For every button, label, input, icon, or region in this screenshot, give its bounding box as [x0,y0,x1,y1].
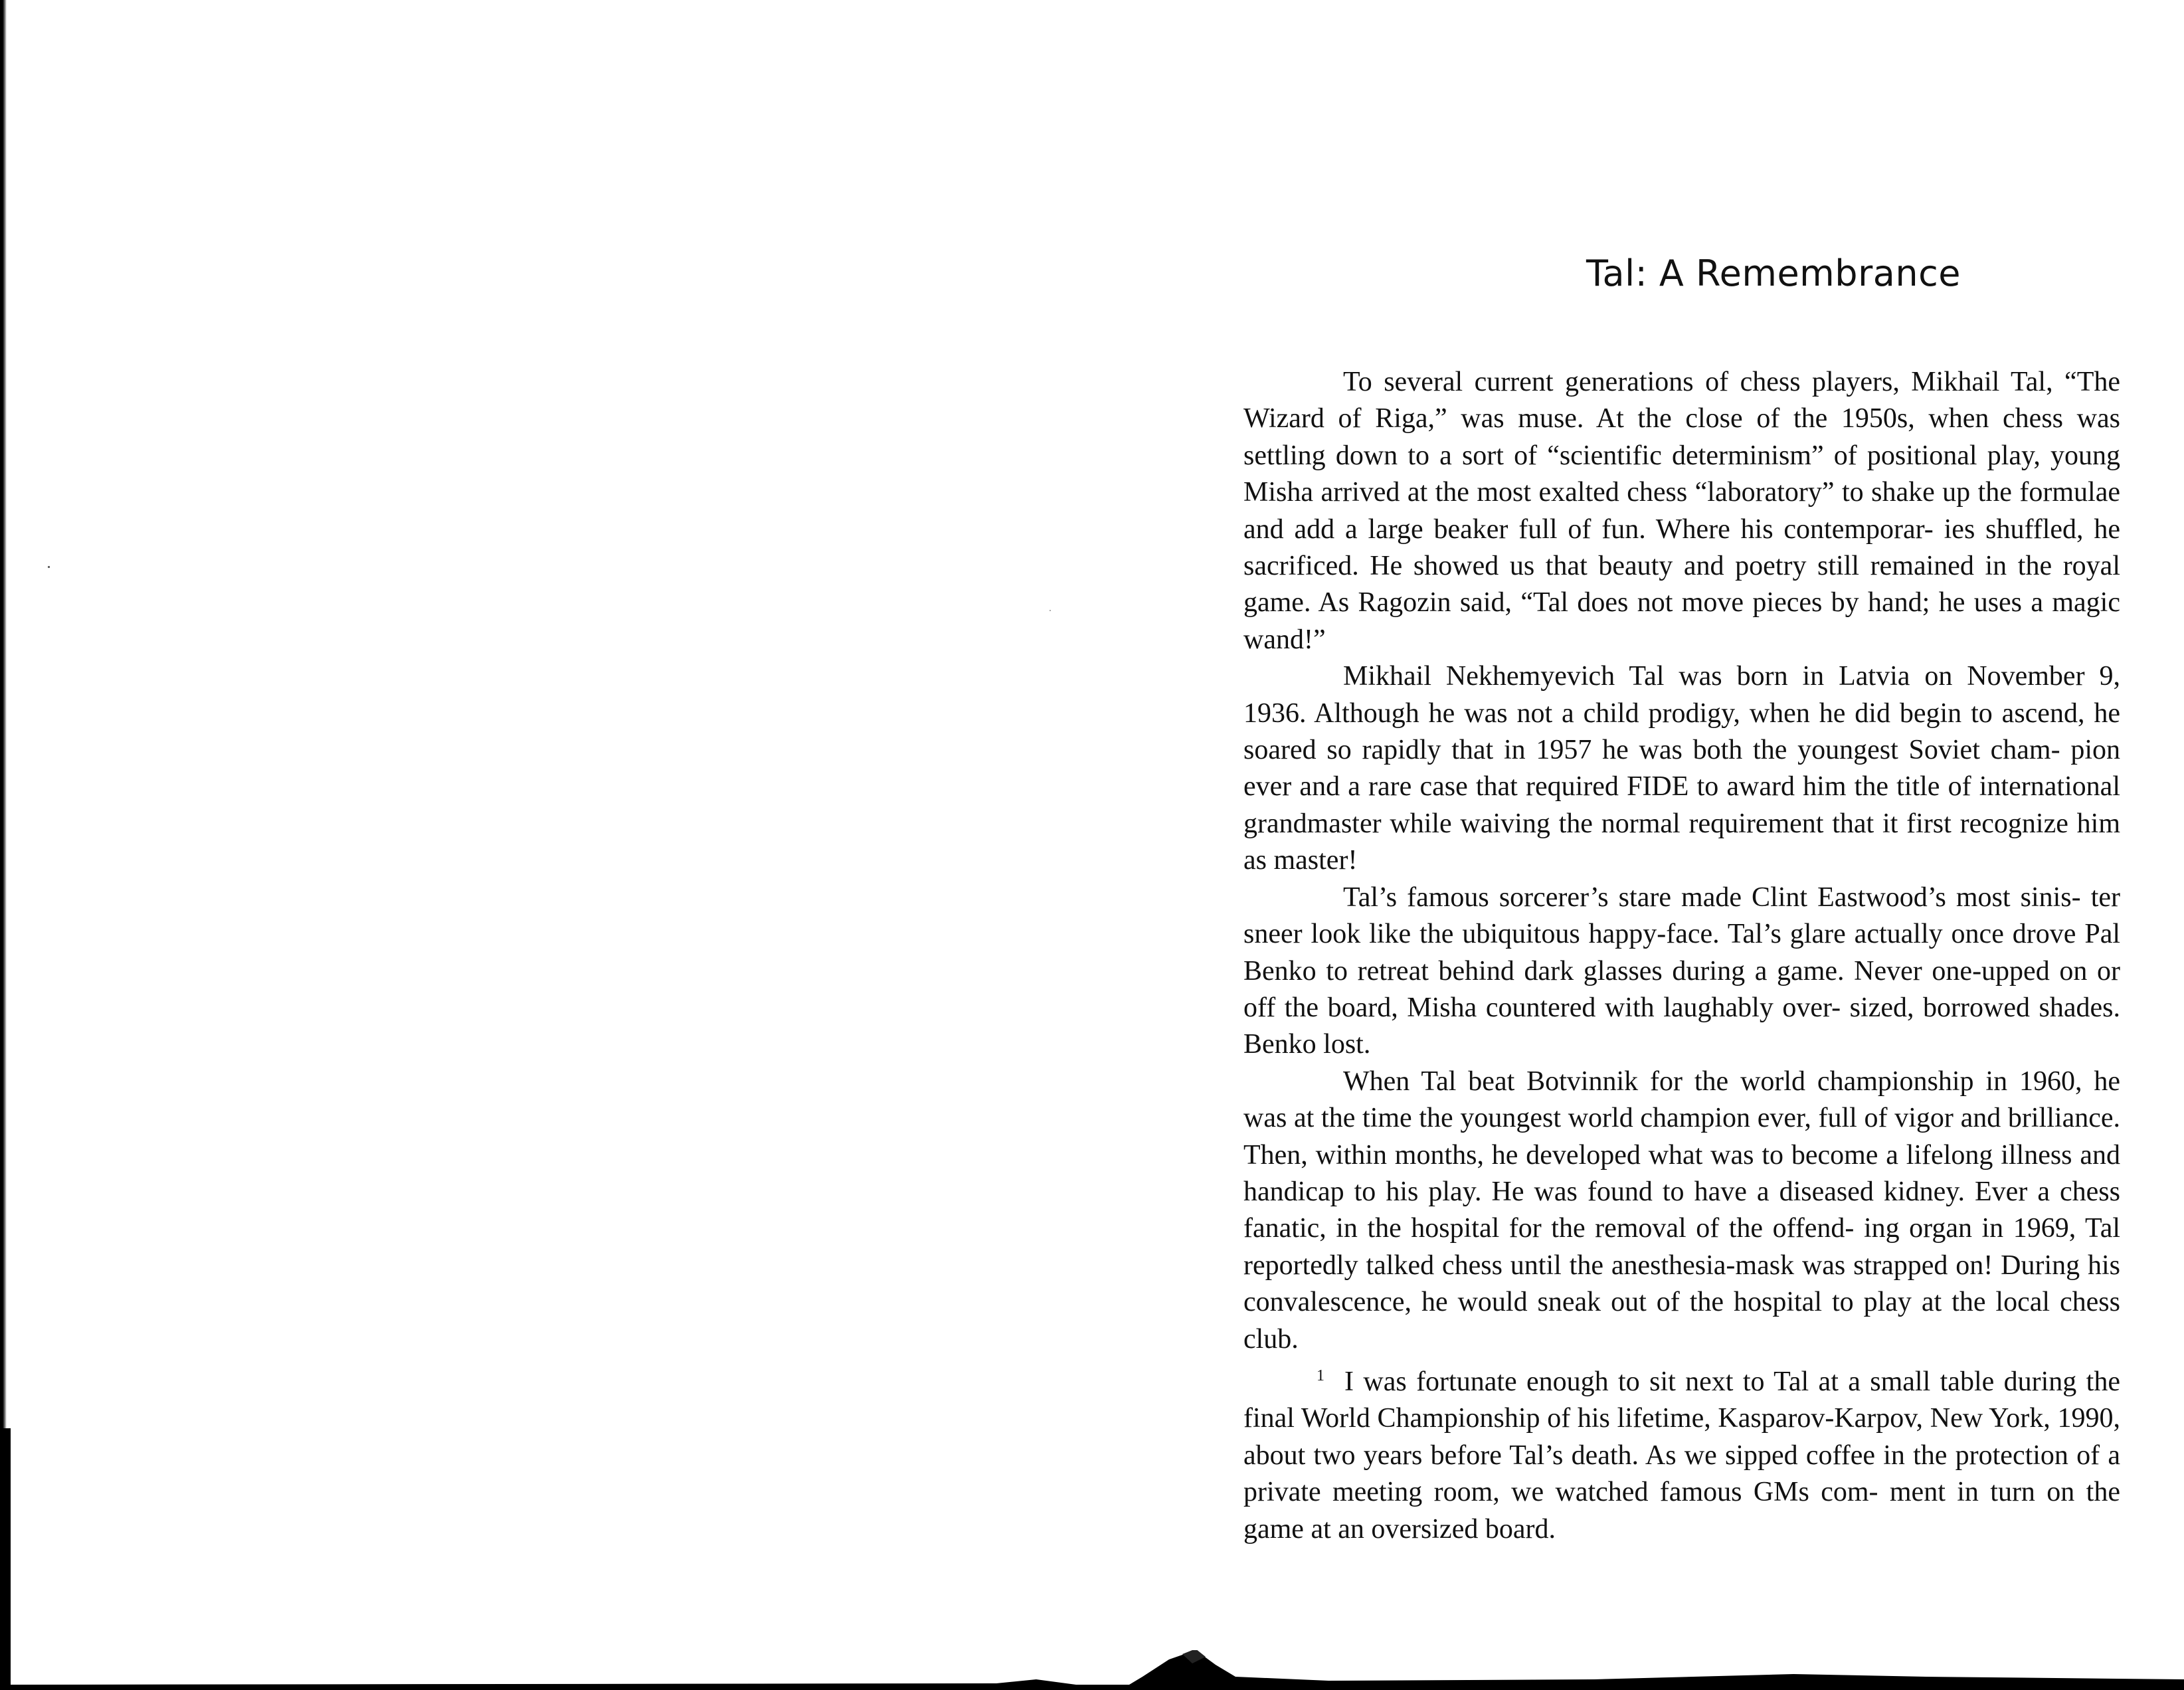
paragraph: When Tal beat Botvinnik for the world championship in 1960, he was at the time the youngest world champion ever, full of vigor and brilliance. Then, within months, he developed what was to become a lifelong illness and handicap to his play. He was found to have a diseased kidney. Ever a chess fanatic, in the hospital for the removal of the offend- ing organ in 1969, Tal reportedly talked chess until the anesthesia-mask was strapped on! During his convalescence, he would sneak out of the hospital to play at the local chess club. [1243,1066,2120,1355]
paragraph: Tal’s famous sorcerer’s stare made Clint Eastwood’s most sinis- ter sneer look like the ubiquitous happy-face. Tal’s glare actually once drove Pal Benko to retreat behind dark glasses during a game. Never one-upped on or off the board, Misha countered with laughably over- sized, borrowed shades. Benko lost. [1243,882,2120,1060]
paragraph: To several current generations of chess players, Mikhail Tal, “The Wizard of Riga,” was muse. At the close of the 1950s, when chess was settling down to a sort of “scientific determinism” of positional play, young Misha arrived at the most exalted chess “laboratory” to shake up the formulae and add a large beaker full of fun. Where his contemporar- ies shuffled, he sacrificed. He showed us that beauty and poetry still remained in the royal game. As Ragozin said, “Tal does not move pieces by hand; he uses a magic wand!” [1243,367,2120,655]
footnote-marker: 1 [1317,1366,1324,1384]
right-page [1243,0,2120,1594]
paragraph-text: I was fortunate enough to sit next to Tal at a small table during the final World Championship of his lifetime, Kasparov-Karpov, New York, 1990, about two years before Tal’s death. As we sipped coffee in the protection of a private meeting room, we watched famous GMs com- ment in turn on the game at an oversized board. [1243,1366,2120,1545]
paragraph: Mikhail Nekhemyevich Tal was born in Latvia on November 9, 1936. Although he was not a child prodigy, when he did begin to ascend, he soared so rapidly that in 1957 he was both the youngest Soviet cham- pion ever and a rare case that required FIDE to award him the title of international grandmaster while waiving the normal requirement that it first recognize him as master! [1243,661,2120,876]
scan-speck [48,566,50,568]
chapter-body [1243,364,2120,1548]
scanner-bottom-shadow [0,1650,2184,1690]
chapter-title: Tal: A Remembrance [1586,252,1961,294]
scan-speck [1049,610,1051,611]
paragraph-with-footnote [1243,1358,2120,1548]
